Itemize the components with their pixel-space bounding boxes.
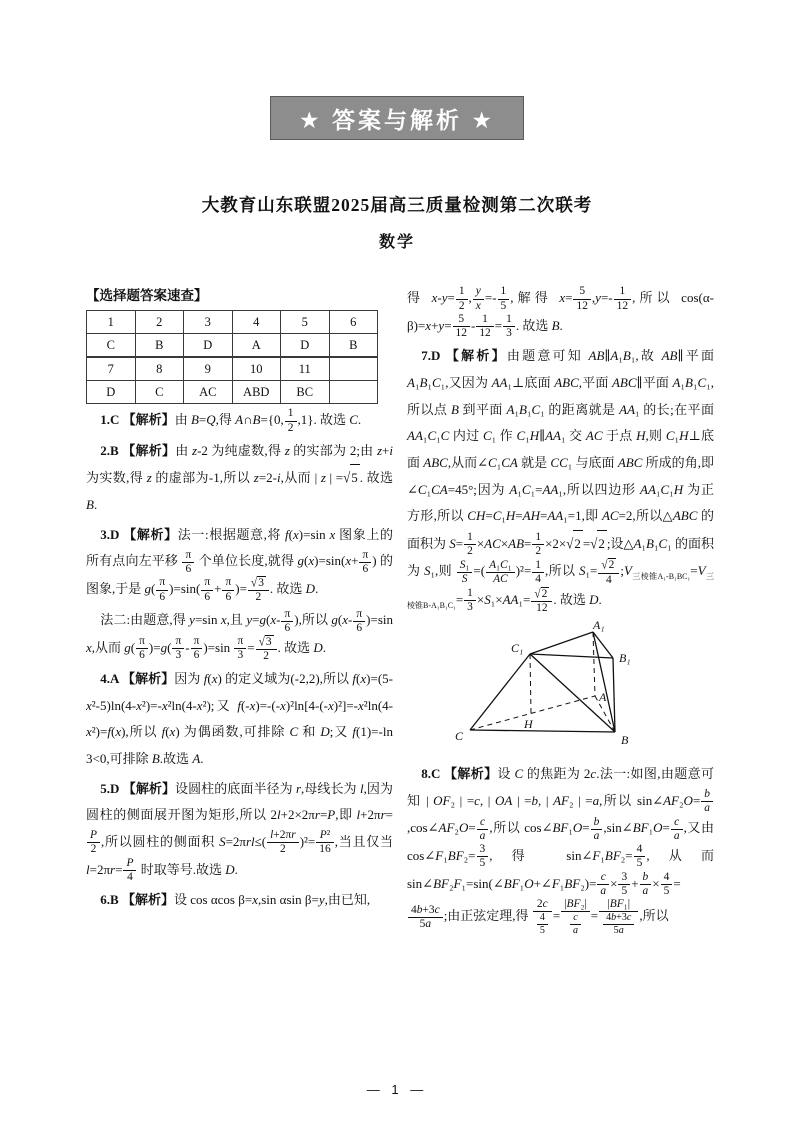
answer-cell: AC (184, 381, 233, 404)
answer-cell: 6 (329, 311, 378, 334)
answer-cell: D (184, 334, 233, 358)
exam-title: 大教育山东联盟2025届高三质量检测第二次联考 (201, 195, 593, 215)
answer-cell: 10 (232, 357, 281, 381)
answer-cell: 9 (184, 357, 233, 381)
vertex-label-h: H (523, 717, 533, 732)
answer-cell: 11 (281, 357, 330, 381)
answer-cell: D (87, 381, 136, 404)
answer-cell: ABD (232, 381, 281, 404)
answer-cell (329, 357, 378, 381)
answer-cell: BC (281, 381, 330, 404)
right-column (407, 282, 714, 940)
vertex-label-a: A (598, 690, 606, 705)
answer-quick-table (86, 310, 378, 404)
subject-title: 数学 (378, 234, 415, 251)
answer-cell: 4 (232, 311, 281, 334)
prism-hidden-edges (470, 632, 615, 732)
vertex-label-a1: A₁ (592, 618, 605, 633)
solution-q1: 1.C 【解析】由 B=Q,得 A∩B={0, $\frac{1}{2}$ ,1}. 故选 C. (100, 407, 362, 434)
answer-cell: 7 (87, 357, 136, 381)
solution-q3-method1: 3.D 【解析】法一:根据题意,将 f(x)=sin x 图象上的所有点向左平移 $\frac{\pi}{6}$ 个单位长度,就得 g(x)=sin(x+ $\frac{\pi}{6}$ ) 的图象,于是 g( $\frac{\pi}{6}$ )=sin( $\frac{\pi}{6}$ + $\frac{\pi}{6}$ )= $\frac{√3}{2}$ . 故选 D. (86, 526, 393, 604)
answer-cell: 2 (135, 311, 184, 334)
answer-cell: 8 (135, 357, 184, 381)
answer-cell: B (135, 334, 184, 358)
answer-cell: 1 (87, 311, 136, 334)
solution-q3-method2: 法二:由题意,得 y=sin x,且 y=g(x- $\frac{\pi}{6}$ ),所以 g(x- $\frac{\pi}{6}$ )=sin x,从而 g( $\frac{\pi}{6}$ )=g( $\frac{\pi}{3}$ - $\frac{\pi}{6}$ )=sin $\frac{\pi}{3}$ = $\frac{√3}{2}$ . 故选 D. (86, 607, 393, 662)
solution-q8: 8.C 【解析】设 C 的焦距为 2c.法一:如图,由题意可知 | OF₂ | =c, | OA | =b, | AF₂ | =a,所以 sin∠AF₂O= $\frac{b}{a}$ ,cos∠AF₂O= $\frac{c}{a}$ ,所以 cos∠BF₁O= $\frac{b}{a}$ ,sin∠BF₁O= $\frac{c}{a}$ ,又由 cos∠F₁BF₂= $\frac{3}{5}$ ,得 sin∠F₁BF₂= $\frac{4}{5}$ ,从而 sin∠BF₂F₁=sin(∠BF₁O+∠F₁BF₂)= $\frac{c}{a}$ × $\frac{3}{5}$ + $\frac{b}{a}$ × $\frac{4}{5}$ = $\frac{4b+3c}{5a}$ ;由正弦定理,得 $\frac{2c}{\frac{4}{5}}$ = $\frac{\text{|BF₂|}}{\frac{c}{a}}$ = $\frac{\text{|BF₁|}}{\frac{4b+3c}{5a}}$ ,所以 (407, 766, 714, 936)
solution-q5: 5.D 【解析】设圆柱的底面半径为 r,母线长为 l,因为圆柱的侧面展开图为矩形,所以 2l+2×2πr=P,即 l+2πr= $\frac{P}{2}$ ,所以圆柱的侧面积 S=2πrl≤( $\frac{l+2\pi r}{2}$ )²= $\frac{\text{P²}}{16}$ ,当且仅当 l=2πr= $\frac{P}{4}$ 时取等号.故选 D. (86, 780, 393, 884)
answer-table-heading: 【选择题答案速查】 (86, 288, 208, 303)
answer-cell: D (281, 334, 330, 358)
prism-figure (435, 618, 687, 757)
solution-q6: 6.B 【解析】设 cos αcos β=x,sin αsin β=y,由已知, (100, 892, 371, 908)
answer-table-row (87, 357, 378, 381)
prism-solid-edges (470, 632, 615, 732)
answer-cell: B (329, 334, 378, 358)
solution-q7: 7.D 【解析】由题意可知 AB∥A₁B₁,故 AB∥平面 A₁B₁C₁,又因为 AA₁⊥底面 ABC,平面 ABC∥平面 A₁B₁C₁,所以点 B 到平面 A₁B₁C₁ 的距离就是 AA₁ 的长;在平面 AA₁C₁C 内过 C₁ 作 C₁H∥AA₁ 交 AC 于点 H,则 C₁H⊥底面 ABC,从而∠C₁CA 就是 CC₁ 与底面 ABC 所成的角,即∠C₁CA=45°;因为 A₁C₁=AA₁,所以四边形 AA₁C₁H 为正方形,所以 CH=C₁H=AH=AA₁=1,即 AC=2,所以△ABC 的面积为 S= $\frac{1}{2}$ ×AC×AB= $\frac{1}{2}$ ×2×√2 =√2 ;设△A₁B₁C₁ 的面积为 S₁,则 $\frac{\text{S₁}}{S}$ =( $\frac{\text{A₁C₁}}{AC}$ )²= $\frac{1}{4}$ ,所以 S₁= $\frac{√2}{4}$ $;V_{三棱锥A_1-B_1BC_1}=V_{三棱锥B-A_1B_1C_1}=$ $\frac{1}{3}$ ×S₁×AA₁= $\frac{√2}{12}$ . 故选 D. (407, 348, 714, 614)
answer-cell (329, 381, 378, 404)
two-column-body (0, 282, 794, 940)
banner-text: ★ 答案与解析 ★ (298, 106, 496, 133)
solution-q4: 4.A 【解析】因为 f(x) 的定义域为(-2,2),所以 f(x)=(5-x²-5)ln(4-x²)=-x²ln(4-x²);又 f(-x)=-(-x)²ln[4-(-x)²]=-x²ln(4-x²)=f(x),所以 f(x) 为偶函数,可排除 C 和 D;又 f(1)=-ln 3<0,可排除 B.故选 A. (86, 671, 393, 767)
answer-cell: C (135, 381, 184, 404)
answer-cell: 3 (184, 311, 233, 334)
solution-q6-continued: 得 x-y= $\frac{1}{2}$ , $\frac{y}{x}$ =- $\frac{1}{5}$ ,解得 x= $\frac{5}{12}$ ,y=- $\frac{1}{12}$ ,所以 cos(α-β)=x+y= $\frac{5}{12}$ - $\frac{1}{12}$ = $\frac{1}{3}$ . 故选 B. (407, 285, 714, 340)
answer-table-row (87, 334, 378, 358)
solution-q2: 2.B 【解析】由 z-2 为纯虚数,得 z 的实部为 2;由 z+i 为实数,得 z 的虚部为-1,所以 z=2-i,从而 | z | =√5 . 故选 B. (86, 442, 393, 512)
answer-cell: 5 (281, 311, 330, 334)
answer-cell: C (87, 334, 136, 358)
answer-banner (270, 96, 524, 140)
vertex-label-c: C (454, 729, 463, 744)
vertex-label-b: B (620, 733, 628, 748)
left-column (86, 282, 393, 940)
answer-cell: A (232, 334, 281, 358)
prism-figure-svg (435, 618, 687, 752)
vertex-label-c1: C₁ (510, 641, 523, 656)
page-number: — 1 — (366, 1082, 428, 1097)
answer-table-row (87, 381, 378, 404)
answer-table-row (87, 311, 378, 334)
vertex-label-b1: B₁ (618, 651, 631, 666)
